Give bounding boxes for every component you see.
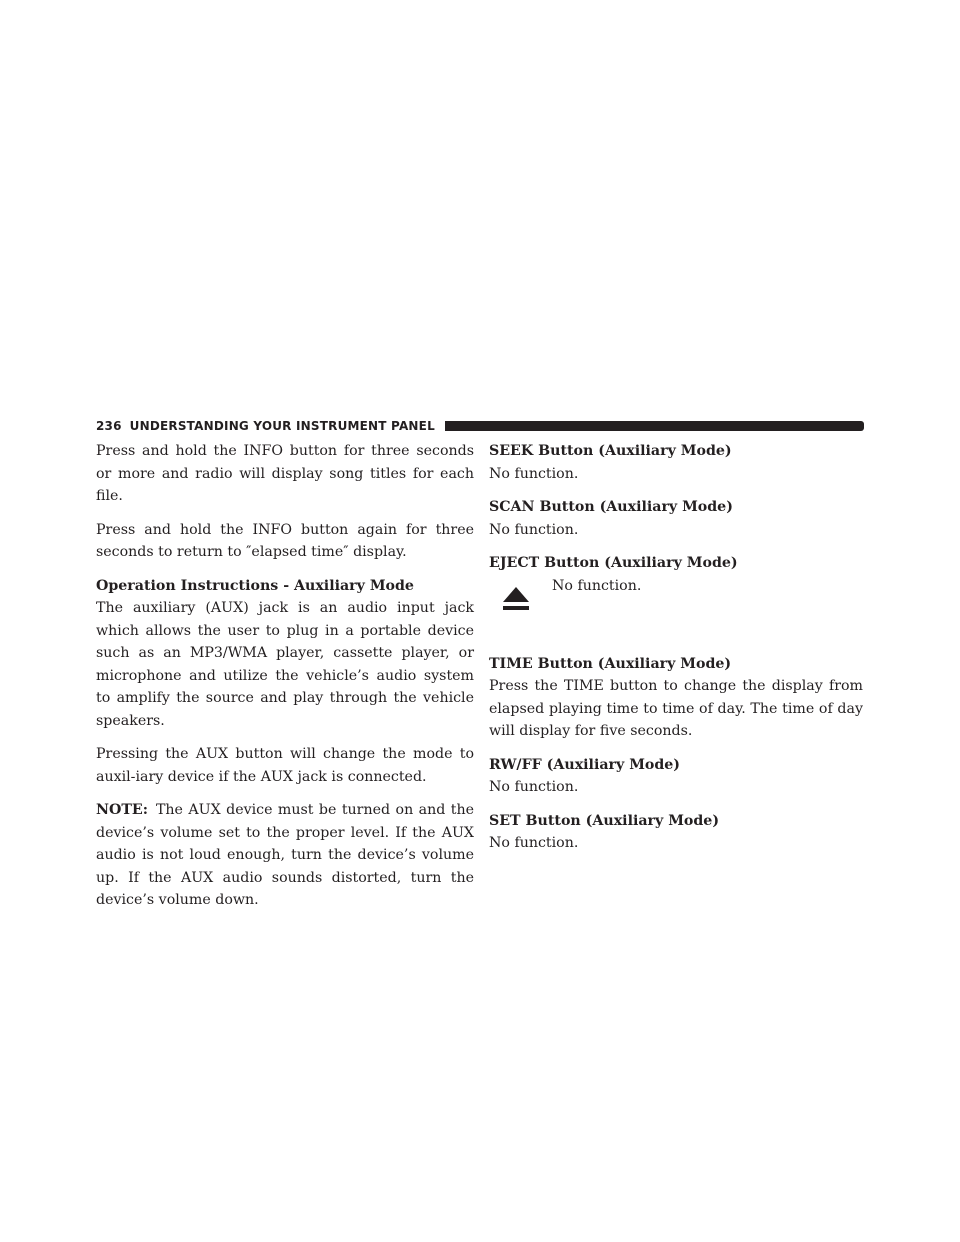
aux-button-paragraph: Pressing the AUX button will change the mode to auxil-iary device if the AUX jack is connected. [96,746,474,785]
time-section [489,653,863,743]
set-heading: SET Button (Auxiliary Mode) [489,812,720,829]
scan-body: No function. [489,521,579,538]
operation-instructions-body: The auxiliary (AUX) jack is an audio input jack which allows the user to plug in a portable device such as an MP3/WMA player, cassette player, or microphone and utilize the vehicle’s audio system to amplify the source and play through the vehicle speakers. [96,600,474,729]
seek-body: No function. [489,465,579,482]
seek-section [489,440,863,485]
set-body: No function. [489,835,579,851]
rwff-section [489,754,863,799]
header-bar [445,421,864,431]
rwff-heading: RW/FF (Auxiliary Mode) [489,756,681,773]
page-number: 236 [96,419,122,433]
eject-body: No function. [552,577,642,594]
scan-heading: SCAN Button (Auxiliary Mode) [489,499,733,515]
seek-heading: SEEK Button (Auxiliary Mode) [489,443,732,459]
right-column [489,440,863,866]
info-song-titles-paragraph: Press and hold the INFO button for three seconds or more and radio will display song titles for each file. [96,443,474,504]
note-label: NOTE: [96,802,148,818]
left-column [96,440,474,923]
eject-icon [503,587,529,611]
info-elapsed-time-paragraph: Press and hold the INFO button again for three seconds to return to ″elapsed time″ display. [96,521,474,560]
time-heading: TIME Button (Auxiliary Mode) [489,655,732,672]
set-section [489,810,863,855]
operation-instructions-heading: Operation Instructions - Auxiliary Mode [96,577,414,594]
rwff-body: No function. [489,779,579,795]
note-body: The AUX device must be turned on and the device’s volume set to the proper level. If the AUX audio is not loud enough, turn the device’s volume up. If the AUX audio sounds distorted, turn the device’s volume down. [96,802,474,908]
operation-instructions-section [96,575,474,733]
eject-section [489,552,863,645]
time-body: Press the TIME button to change the display from elapsed playing time to time of day. The time of day will display for five seconds. [489,678,863,739]
note-paragraph [96,799,474,912]
eject-row [489,575,863,645]
page-header [96,418,864,434]
scan-section [489,496,863,541]
section-title: UNDERSTANDING YOUR INSTRUMENT PANEL [129,419,435,433]
eject-heading: EJECT Button (Auxiliary Mode) [489,555,738,571]
